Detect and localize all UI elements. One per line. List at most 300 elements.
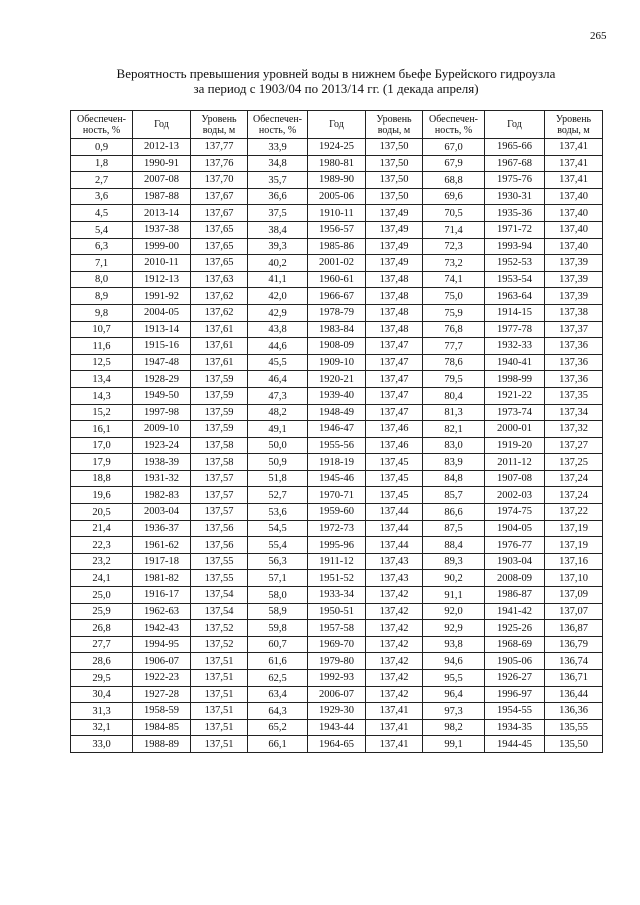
probability-cell: 14,3 xyxy=(71,387,133,404)
year-cell: 1967-68 xyxy=(485,155,545,172)
year-cell: 1950-51 xyxy=(308,603,366,620)
year-cell: 1916-17 xyxy=(133,587,191,604)
water-level-cell: 137,43 xyxy=(366,553,423,570)
water-level-cell: 137,41 xyxy=(366,736,423,753)
table-body xyxy=(71,139,603,753)
year-cell: 2001-02 xyxy=(308,255,366,272)
probability-cell: 97,3 xyxy=(423,703,485,720)
year-cell: 2011-12 xyxy=(485,454,545,471)
table-row xyxy=(71,703,603,720)
probability-cell: 69,6 xyxy=(423,188,485,205)
probability-cell: 31,3 xyxy=(71,703,133,720)
water-level-cell: 137,48 xyxy=(366,288,423,305)
year-cell: 1905-06 xyxy=(485,653,545,670)
water-level-cell: 137,76 xyxy=(191,155,248,172)
table-row xyxy=(71,338,603,355)
probability-cell: 45,5 xyxy=(248,354,308,371)
water-level-cell: 137,47 xyxy=(366,404,423,421)
water-level-cell: 137,36 xyxy=(545,354,603,371)
table-row xyxy=(71,371,603,388)
probability-cell: 17,9 xyxy=(71,454,133,471)
year-cell: 1982-83 xyxy=(133,487,191,504)
water-level-cell: 137,62 xyxy=(191,304,248,321)
probability-cell: 24,1 xyxy=(71,570,133,587)
year-cell: 1992-93 xyxy=(308,670,366,687)
probability-cell: 84,8 xyxy=(423,470,485,487)
probability-cell: 12,5 xyxy=(71,354,133,371)
probability-cell: 21,4 xyxy=(71,520,133,537)
probability-cell: 81,3 xyxy=(423,404,485,421)
water-level-cell: 137,57 xyxy=(191,487,248,504)
probability-cell: 25,9 xyxy=(71,603,133,620)
probability-cell: 64,3 xyxy=(248,703,308,720)
year-cell: 2010-11 xyxy=(133,255,191,272)
probability-cell: 4,5 xyxy=(71,205,133,222)
header-probability: Обеспечен-ность, % xyxy=(248,111,308,139)
probability-cell: 47,3 xyxy=(248,387,308,404)
year-cell: 1994-95 xyxy=(133,636,191,653)
probability-cell: 10,7 xyxy=(71,321,133,338)
water-level-cell: 137,36 xyxy=(545,338,603,355)
probability-cell: 92,9 xyxy=(423,620,485,637)
header-year: Год xyxy=(485,111,545,139)
water-level-cell: 137,32 xyxy=(545,421,603,438)
year-cell: 2000-01 xyxy=(485,421,545,438)
year-cell: 1955-56 xyxy=(308,437,366,454)
probability-cell: 57,1 xyxy=(248,570,308,587)
water-level-cell: 137,47 xyxy=(366,387,423,404)
water-level-cell: 137,40 xyxy=(545,188,603,205)
probability-cell: 30,4 xyxy=(71,686,133,703)
probability-cell: 23,2 xyxy=(71,553,133,570)
water-level-cell: 137,40 xyxy=(545,221,603,238)
water-level-cell: 137,54 xyxy=(191,587,248,604)
water-level-cell: 137,61 xyxy=(191,338,248,355)
year-cell: 2002-03 xyxy=(485,487,545,504)
water-level-cell: 137,59 xyxy=(191,421,248,438)
probability-cell: 75,9 xyxy=(423,304,485,321)
year-cell: 1984-85 xyxy=(133,719,191,736)
table-row xyxy=(71,670,603,687)
water-level-cell: 135,50 xyxy=(545,736,603,753)
table-row xyxy=(71,387,603,404)
water-level-cell: 137,52 xyxy=(191,620,248,637)
water-level-cell: 137,55 xyxy=(191,570,248,587)
probability-cell: 58,9 xyxy=(248,603,308,620)
water-level-cell: 137,61 xyxy=(191,354,248,371)
year-cell: 1970-71 xyxy=(308,487,366,504)
table-row xyxy=(71,321,603,338)
probability-cell: 19,6 xyxy=(71,487,133,504)
probability-cell: 50,0 xyxy=(248,437,308,454)
table-row xyxy=(71,504,603,521)
probability-cell: 62,5 xyxy=(248,670,308,687)
probability-cell: 8,9 xyxy=(71,288,133,305)
year-cell: 1904-05 xyxy=(485,520,545,537)
year-cell: 1935-36 xyxy=(485,205,545,222)
title-line-1: Вероятность превышения уровней воды в нижнем бьефе Бурейского гидроузла xyxy=(116,66,556,81)
probability-cell: 76,8 xyxy=(423,321,485,338)
probability-cell: 73,2 xyxy=(423,255,485,272)
year-cell: 1976-77 xyxy=(485,537,545,554)
water-level-cell: 137,40 xyxy=(545,205,603,222)
year-cell: 1915-16 xyxy=(133,338,191,355)
year-cell: 1965-66 xyxy=(485,139,545,156)
year-cell: 1952-53 xyxy=(485,255,545,272)
water-level-cell: 137,39 xyxy=(545,271,603,288)
probability-cell: 86,6 xyxy=(423,504,485,521)
water-level-cell: 137,44 xyxy=(366,504,423,521)
year-cell: 1920-21 xyxy=(308,371,366,388)
table-row xyxy=(71,487,603,504)
probability-cell: 67,9 xyxy=(423,155,485,172)
water-level-cell: 137,49 xyxy=(366,238,423,255)
year-cell: 1953-54 xyxy=(485,271,545,288)
probability-cell: 20,5 xyxy=(71,504,133,521)
year-cell: 1923-24 xyxy=(133,437,191,454)
header-water-level: Уровень воды, м xyxy=(545,111,603,139)
water-level-cell: 137,42 xyxy=(366,653,423,670)
water-level-cell: 137,65 xyxy=(191,221,248,238)
table-row xyxy=(71,404,603,421)
water-level-cell: 137,70 xyxy=(191,172,248,189)
water-level-cell: 137,35 xyxy=(545,387,603,404)
year-cell: 1988-89 xyxy=(133,736,191,753)
header-water-level: Уровень воды, м xyxy=(191,111,248,139)
probability-cell: 88,4 xyxy=(423,537,485,554)
header-probability: Обеспечен-ность, % xyxy=(71,111,133,139)
year-cell: 1991-92 xyxy=(133,288,191,305)
water-level-cell: 137,47 xyxy=(366,338,423,355)
year-cell: 1903-04 xyxy=(485,553,545,570)
probability-cell: 39,3 xyxy=(248,238,308,255)
water-level-cell: 137,50 xyxy=(366,172,423,189)
year-cell: 1927-28 xyxy=(133,686,191,703)
year-cell: 1934-35 xyxy=(485,719,545,736)
probability-cell: 87,5 xyxy=(423,520,485,537)
probability-cell: 36,6 xyxy=(248,188,308,205)
table-row xyxy=(71,736,603,753)
table-header-row xyxy=(71,111,603,139)
year-cell: 1912-13 xyxy=(133,271,191,288)
year-cell: 1964-65 xyxy=(308,736,366,753)
year-cell: 1917-18 xyxy=(133,553,191,570)
year-cell: 2012-13 xyxy=(133,139,191,156)
water-level-cell: 137,67 xyxy=(191,205,248,222)
water-level-cell: 136,71 xyxy=(545,670,603,687)
probability-cell: 63,4 xyxy=(248,686,308,703)
table-row xyxy=(71,603,603,620)
probability-cell: 94,6 xyxy=(423,653,485,670)
probability-cell: 22,3 xyxy=(71,537,133,554)
year-cell: 1908-09 xyxy=(308,338,366,355)
header-year: Год xyxy=(308,111,366,139)
year-cell: 1966-67 xyxy=(308,288,366,305)
water-level-cell: 137,77 xyxy=(191,139,248,156)
probability-cell: 74,1 xyxy=(423,271,485,288)
probability-cell: 7,1 xyxy=(71,255,133,272)
probability-cell: 65,2 xyxy=(248,719,308,736)
year-cell: 1929-30 xyxy=(308,703,366,720)
probability-cell: 72,3 xyxy=(423,238,485,255)
water-level-table xyxy=(70,110,603,753)
year-cell: 1958-59 xyxy=(133,703,191,720)
water-level-cell: 137,62 xyxy=(191,288,248,305)
year-cell: 1996-97 xyxy=(485,686,545,703)
year-cell: 1979-80 xyxy=(308,653,366,670)
probability-cell: 49,1 xyxy=(248,421,308,438)
probability-cell: 0,9 xyxy=(71,139,133,156)
water-level-cell: 137,61 xyxy=(191,321,248,338)
table-row xyxy=(71,686,603,703)
water-level-cell: 137,45 xyxy=(366,487,423,504)
year-cell: 1973-74 xyxy=(485,404,545,421)
year-cell: 2005-06 xyxy=(308,188,366,205)
probability-cell: 80,4 xyxy=(423,387,485,404)
year-cell: 2007-08 xyxy=(133,172,191,189)
probability-cell: 99,1 xyxy=(423,736,485,753)
year-cell: 1949-50 xyxy=(133,387,191,404)
year-cell: 1951-52 xyxy=(308,570,366,587)
water-level-cell: 136,44 xyxy=(545,686,603,703)
probability-cell: 13,4 xyxy=(71,371,133,388)
probability-cell: 77,7 xyxy=(423,338,485,355)
water-level-cell: 137,51 xyxy=(191,653,248,670)
probability-cell: 43,8 xyxy=(248,321,308,338)
probability-cell: 68,8 xyxy=(423,172,485,189)
water-level-cell: 137,42 xyxy=(366,636,423,653)
water-level-cell: 137,56 xyxy=(191,520,248,537)
year-cell: 1945-46 xyxy=(308,470,366,487)
water-level-cell: 137,42 xyxy=(366,587,423,604)
water-level-cell: 137,39 xyxy=(545,288,603,305)
probability-cell: 79,5 xyxy=(423,371,485,388)
water-level-cell: 137,41 xyxy=(545,155,603,172)
water-level-cell: 137,27 xyxy=(545,437,603,454)
table-row xyxy=(71,188,603,205)
year-cell: 1987-88 xyxy=(133,188,191,205)
year-cell: 2009-10 xyxy=(133,421,191,438)
table-row xyxy=(71,470,603,487)
year-cell: 1962-63 xyxy=(133,603,191,620)
year-cell: 1925-26 xyxy=(485,620,545,637)
table-row xyxy=(71,271,603,288)
water-level-cell: 137,41 xyxy=(366,719,423,736)
probability-cell: 11,6 xyxy=(71,338,133,355)
year-cell: 1975-76 xyxy=(485,172,545,189)
probability-cell: 38,4 xyxy=(248,221,308,238)
water-level-cell: 137,54 xyxy=(191,603,248,620)
water-level-cell: 137,09 xyxy=(545,587,603,604)
probability-cell: 48,2 xyxy=(248,404,308,421)
probability-cell: 46,4 xyxy=(248,371,308,388)
year-cell: 1937-38 xyxy=(133,221,191,238)
water-level-cell: 137,19 xyxy=(545,520,603,537)
year-cell: 1918-19 xyxy=(308,454,366,471)
probability-cell: 40,2 xyxy=(248,255,308,272)
water-level-cell: 137,51 xyxy=(191,736,248,753)
year-cell: 1944-45 xyxy=(485,736,545,753)
water-level-cell: 137,56 xyxy=(191,537,248,554)
probability-cell: 71,4 xyxy=(423,221,485,238)
probability-cell: 50,9 xyxy=(248,454,308,471)
year-cell: 1963-64 xyxy=(485,288,545,305)
water-level-cell: 137,25 xyxy=(545,454,603,471)
probability-cell: 15,2 xyxy=(71,404,133,421)
probability-cell: 53,6 xyxy=(248,504,308,521)
probability-cell: 29,5 xyxy=(71,670,133,687)
year-cell: 1989-90 xyxy=(308,172,366,189)
water-level-cell: 137,49 xyxy=(366,255,423,272)
year-cell: 1946-47 xyxy=(308,421,366,438)
water-level-cell: 137,41 xyxy=(545,172,603,189)
year-cell: 1928-29 xyxy=(133,371,191,388)
year-cell: 1977-78 xyxy=(485,321,545,338)
probability-cell: 2,7 xyxy=(71,172,133,189)
document-title xyxy=(70,66,602,96)
probability-cell: 35,7 xyxy=(248,172,308,189)
probability-cell: 52,7 xyxy=(248,487,308,504)
year-cell: 1978-79 xyxy=(308,304,366,321)
year-cell: 1930-31 xyxy=(485,188,545,205)
year-cell: 1981-82 xyxy=(133,570,191,587)
probability-cell: 61,6 xyxy=(248,653,308,670)
water-level-cell: 136,36 xyxy=(545,703,603,720)
water-level-cell: 137,50 xyxy=(366,155,423,172)
table-row xyxy=(71,620,603,637)
water-level-cell: 137,24 xyxy=(545,487,603,504)
year-cell: 1926-27 xyxy=(485,670,545,687)
probability-cell: 6,3 xyxy=(71,238,133,255)
probability-cell: 56,3 xyxy=(248,553,308,570)
year-cell: 1948-49 xyxy=(308,404,366,421)
water-level-cell: 137,51 xyxy=(191,703,248,720)
year-cell: 1980-81 xyxy=(308,155,366,172)
year-cell: 1972-73 xyxy=(308,520,366,537)
table-row xyxy=(71,520,603,537)
water-level-cell: 135,55 xyxy=(545,719,603,736)
year-cell: 1921-22 xyxy=(485,387,545,404)
water-level-cell: 137,49 xyxy=(366,221,423,238)
year-cell: 1990-91 xyxy=(133,155,191,172)
year-cell: 1939-40 xyxy=(308,387,366,404)
probability-cell: 16,1 xyxy=(71,421,133,438)
year-cell: 1960-61 xyxy=(308,271,366,288)
probability-cell: 34,8 xyxy=(248,155,308,172)
year-cell: 1995-96 xyxy=(308,537,366,554)
water-level-cell: 137,59 xyxy=(191,387,248,404)
probability-cell: 70,5 xyxy=(423,205,485,222)
probability-cell: 85,7 xyxy=(423,487,485,504)
water-level-cell: 137,42 xyxy=(366,603,423,620)
year-cell: 2003-04 xyxy=(133,504,191,521)
water-level-cell: 136,87 xyxy=(545,620,603,637)
probability-cell: 42,0 xyxy=(248,288,308,305)
year-cell: 1971-72 xyxy=(485,221,545,238)
year-cell: 1943-44 xyxy=(308,719,366,736)
water-level-cell: 137,47 xyxy=(366,354,423,371)
water-level-cell: 137,22 xyxy=(545,504,603,521)
probability-cell: 83,0 xyxy=(423,437,485,454)
year-cell: 2004-05 xyxy=(133,304,191,321)
water-level-cell: 137,63 xyxy=(191,271,248,288)
header-water-level: Уровень воды, м xyxy=(366,111,423,139)
water-level-cell: 137,36 xyxy=(545,371,603,388)
water-level-cell: 137,42 xyxy=(366,686,423,703)
year-cell: 1998-99 xyxy=(485,371,545,388)
year-cell: 1924-25 xyxy=(308,139,366,156)
table-row xyxy=(71,288,603,305)
probability-cell: 8,0 xyxy=(71,271,133,288)
year-cell: 1959-60 xyxy=(308,504,366,521)
title-line-2: за период с 1903/04 по 2013/14 гг. (1 декада апреля) xyxy=(193,81,479,96)
water-level-cell: 137,49 xyxy=(366,205,423,222)
year-cell: 2008-09 xyxy=(485,570,545,587)
probability-cell: 66,1 xyxy=(248,736,308,753)
year-cell: 1919-20 xyxy=(485,437,545,454)
water-level-cell: 137,34 xyxy=(545,404,603,421)
water-level-cell: 137,48 xyxy=(366,321,423,338)
water-level-cell: 137,48 xyxy=(366,304,423,321)
table-row xyxy=(71,304,603,321)
water-level-cell: 137,65 xyxy=(191,238,248,255)
year-cell: 1936-37 xyxy=(133,520,191,537)
water-level-cell: 137,40 xyxy=(545,238,603,255)
table-row xyxy=(71,719,603,736)
year-cell: 1974-75 xyxy=(485,504,545,521)
probability-cell: 78,6 xyxy=(423,354,485,371)
table-row xyxy=(71,570,603,587)
table-row xyxy=(71,587,603,604)
year-cell: 1938-39 xyxy=(133,454,191,471)
year-cell: 1914-15 xyxy=(485,304,545,321)
water-level-cell: 137,24 xyxy=(545,470,603,487)
table-row xyxy=(71,238,603,255)
year-cell: 1942-43 xyxy=(133,620,191,637)
year-cell: 1940-41 xyxy=(485,354,545,371)
year-cell: 1931-32 xyxy=(133,470,191,487)
water-level-cell: 137,44 xyxy=(366,520,423,537)
table-row xyxy=(71,172,603,189)
water-level-cell: 136,79 xyxy=(545,636,603,653)
year-cell: 1954-55 xyxy=(485,703,545,720)
year-cell: 1957-58 xyxy=(308,620,366,637)
probability-cell: 91,1 xyxy=(423,587,485,604)
probability-cell: 3,6 xyxy=(71,188,133,205)
year-cell: 1909-10 xyxy=(308,354,366,371)
year-cell: 1911-12 xyxy=(308,553,366,570)
water-level-cell: 136,74 xyxy=(545,653,603,670)
water-level-cell: 137,57 xyxy=(191,504,248,521)
table-row xyxy=(71,221,603,238)
probability-cell: 83,9 xyxy=(423,454,485,471)
year-cell: 1999-00 xyxy=(133,238,191,255)
water-level-cell: 137,39 xyxy=(545,255,603,272)
probability-cell: 58,0 xyxy=(248,587,308,604)
water-level-cell: 137,52 xyxy=(191,636,248,653)
water-level-cell: 137,45 xyxy=(366,454,423,471)
table-row xyxy=(71,155,603,172)
probability-cell: 18,8 xyxy=(71,470,133,487)
year-cell: 1997-98 xyxy=(133,404,191,421)
year-cell: 1961-62 xyxy=(133,537,191,554)
probability-cell: 98,2 xyxy=(423,719,485,736)
probability-cell: 89,3 xyxy=(423,553,485,570)
table-row xyxy=(71,454,603,471)
water-level-cell: 137,41 xyxy=(545,139,603,156)
table-row xyxy=(71,255,603,272)
water-level-cell: 137,42 xyxy=(366,620,423,637)
